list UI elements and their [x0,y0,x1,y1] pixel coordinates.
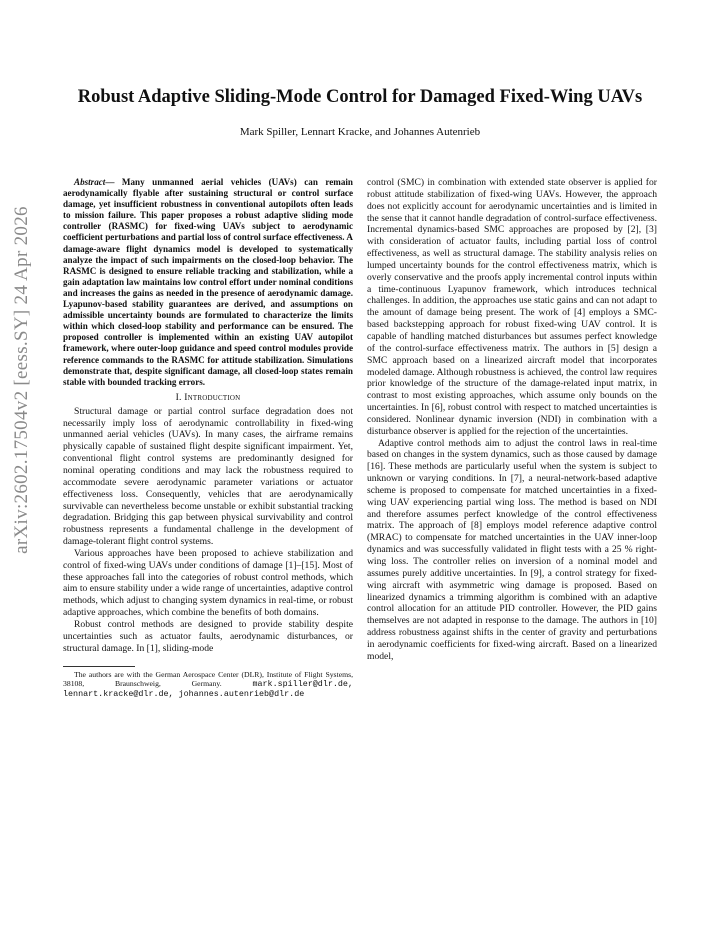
right-column [367,177,657,663]
arxiv-identifier[interactable]: arXiv:2602.17504v2 [eess.SY] 24 Apr 2026 [11,206,33,554]
section-heading-introduction: I. Introduction [175,391,241,403]
footnote-affiliation: The authors are with the German Aerospace Center (DLR), Institute of Flight Systems, 38108, Braunschweig, Germany. [63,669,353,688]
abstract-label: Abstract [74,177,106,187]
arxiv-sidebar-stamp [0,60,44,700]
paper-title: Robust Adaptive Sliding-Mode Control for Damaged Fixed-Wing UAVs [77,87,643,107]
author-list: Mark Spiller, Lennart Kracke, and Johannes Autenrieb [239,126,481,138]
footnote-divider [63,666,135,667]
abstract-dash: — [105,177,122,187]
intro-paragraph-2: Various approaches have been proposed to achieve stabilization and control of fixed-wing UAVs under conditions of damage [1]–[15]. Most of these approaches fall into the categories of robust control methods, which aim to ensure stability under a wide range of uncertainties, adaptive control methods, which adjust to changing system dynamics in real-time, or robust adaptive approaches, which combine the benefits of both domains. [63,547,353,619]
abstract [63,177,353,388]
body-paragraph-adaptive-control: Adaptive control methods aim to adjust the control laws in real-time based on changes in the system dynamics, such as those caused by damage [16]. These methods are particularly useful when the system is subject to unknown or varying conditions. In [7], a neural-network-based adaptive scheme is proposed to compensate for matched uncertainties in a fixed-wing UAV experiencing partial wing loss. The method is based on NDI and therefore assumes perfect knowledge of the control effectiveness matrix. The approach of [8] employs model reference adaptive control (MRAC) to compensate for matched uncertainties in the UAV inner-loop dynamics and was successfully validated in flight tests with a 25 % right-wing loss. The controller relies on inversion of a nominal model and assumes purely additive uncertainties. In [9], a control strategy for fixed-wing aircraft with asymmetric wing damage is proposed. Based on linearized dynamics a trimming algorithm is combined with an adaptive control allocation for an attitude PID controller. However, the PID gains themselves are not adapted in response to the damage. The authors in [10] address robustness against shifts in the center of gravity and perturbations in aerodynamic coefficients for fixed-wing aircraft. Based on a linearized model, [367,437,657,662]
body-paragraph-continued: control (SMC) in combination with extended state observer is applied for robust attitude stabilization of fixed-wing UAVs. However, the approach does not explicitly account for aerodynamic uncertainties and is limited in the sense that it cannot handle degradation of control-surface effectiveness. Incremental dynamics-based SMC approaches are proposed by [2], [3] with consideration of actuator faults, including partial loss of control effectiveness, as well as structural damage. The stability analysis relies on lumped uncertainty bounds for the control effectiveness matrix, which is overly conservative and the proofs apply incremental control inputs within a time-continuous Lyapunov framework, which introduces technical challenges. In addition, the approaches use static gains and can not adapt to the amount of damage being present. The work of [4] employs a SMC-based backstepping approach for robust fixed-wing UAV control. It is capable of handling matched disturbances but assumes perfect knowledge of the control-surface effectiveness matrix. The authors in [5] design a SMC approach based on a linearized aircraft model that incorporates modeled damage. Although robustness is achieved, the control law requires prior knowledge of the structure of the damage-related input matrix, in contrast to most existing approaches, which assume only bounds on the uncertainties. In [6], robust control with respect to matched uncertainties is considered. Nonlinear dynamic inversion (NDI) in combination with a disturbance observer is applied for the rejection of the uncertainties. [367,177,657,437]
intro-paragraph-1: Structural damage or partial control surface degradation does not necessarily imply loss of aerodynamic controllability in fixed-wing unmanned aerial vehicles (UAVs). In many cases, the airframe remains physically capable of sustained flight despite significant impairment. Yet, conventional flight control systems are predominantly designed for nominal operating conditions and may lack the robustness required to accommodate severe aerodynamic parameter variations or actuator effectiveness loss. Consequently, vehicles that are aerodynamically survivable can nevertheless become unstable or exhibit substantial tracking degradation. Bridging this gap between physical survivability and control robustness represents a fundamental challenge in the development of damage-tolerant flight control systems. [63,405,353,548]
footnote-emails[interactable]: mark.spiller@dlr.de, lennart.kracke@dlr.de, johannes.autenrieb@dlr.de [63,678,353,699]
abstract-text: Many unmanned aerial vehicles (UAVs) can remain aerodynamically flyable after sustaining structural or control surface damage, yet insufficient robustness in conventional autopilots often leads to mission failure. This paper proposes a robust adaptive sliding mode controller (RASMC) for fixed-wing UAVs subject to aerodynamic coefficient perturbations and partial loss of control surface effectiveness. A damage-aware flight dynamics model is developed to systematically analyze the impact of such impairments on the closed-loop behavior. The RASMC is designed to ensure reliable tracking and stabilization, while a gain adaptation law maintains low control effort under nominal conditions and increases the gains as needed in the presence of aerodynamic damage. Lyapunov-based stability guarantees are derived, and assumptions on admissible uncertainty bounds are formulated to characterize the limits within which closed-loop stability and performance can be ensured. The proposed controller is implemented within an existing UAV autopilot framework, where outer-loop guidance and speed control modules provide reference commands to the RASMC for attitude stabilization. Simulations demonstrate that, despite significant damage, all closed-loop states remain stable with bounded tracking errors. [63,177,353,387]
left-column [63,177,353,699]
author-affiliation-footnote [63,670,353,700]
intro-paragraph-3: Robust control methods are designed to provide stability despite uncertainties such as actuator faults, aerodynamic disturbances, or structural damage. In [1], sliding-mode [63,618,353,654]
